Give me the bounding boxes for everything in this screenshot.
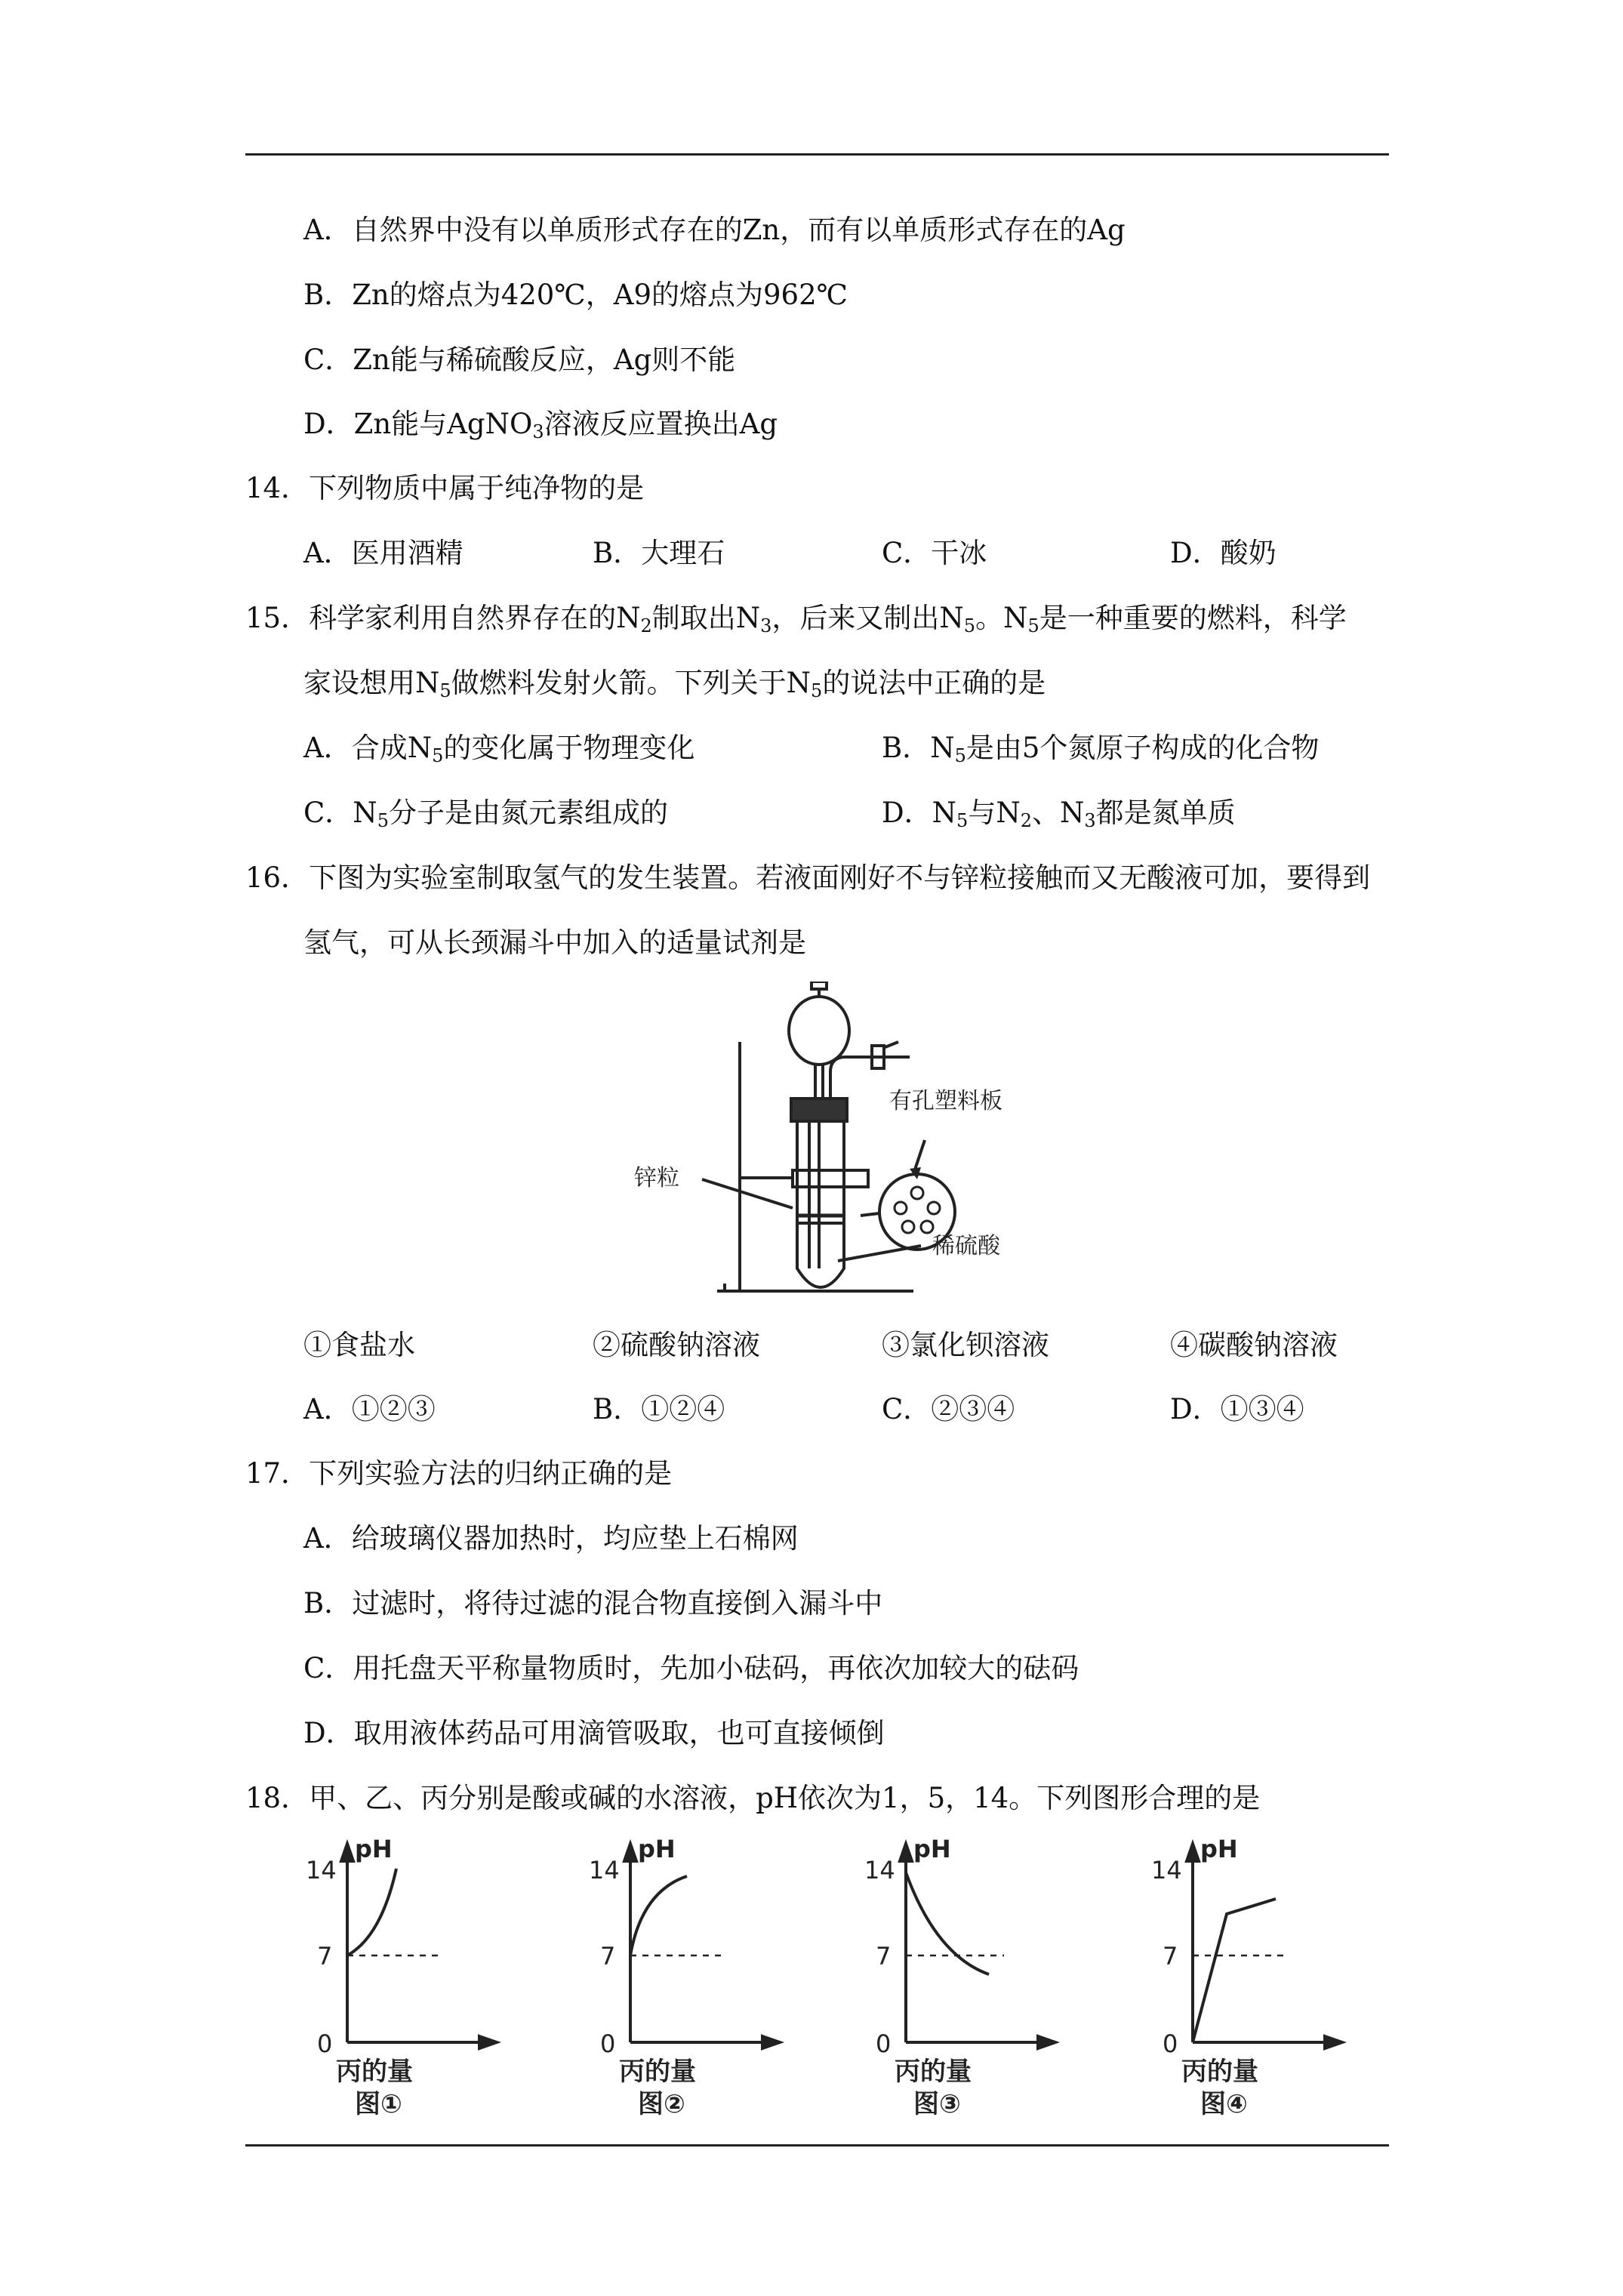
q13-option-d: D．Zn能与AgNO$_3$溶液反应置换出Ag	[303, 408, 778, 442]
ph-graph-2	[577, 1835, 819, 2122]
q16-option-c: C．②③④	[882, 1393, 1015, 1425]
q16-option-a: A．①②③	[303, 1393, 436, 1425]
q16-reagent-1: ①食盐水	[303, 1329, 415, 1361]
caption: 图④	[1200, 2089, 1248, 2119]
q17-option-d: D．取用液体药品可用滴管吸取，也可直接倾倒	[303, 1717, 885, 1749]
q16-option-d: D．①③④	[1170, 1393, 1304, 1425]
tick-0: 0	[600, 2029, 616, 2058]
q17-option-b: B．过滤时，将待过滤的混合物直接倒入漏斗中	[303, 1587, 883, 1620]
q15-option-c: C．$N_5$分子是由氮元素组成的	[303, 797, 668, 831]
q17-option-c: C．用托盘天平称量物质时，先加小砝码，再依次加较大的砝码	[303, 1652, 1079, 1684]
tick-7: 7	[317, 1942, 333, 1971]
q13-option-b: B．Zn的熔点为420℃，A9的熔点为962℃	[303, 279, 848, 311]
ylabel: pH	[355, 1835, 393, 1863]
ylabel: pH	[913, 1835, 951, 1863]
q16-stem-line1: 16．下图为实验室制取氢气的发生装置。若液面刚好不与锌粒接触而又无酸液可加，要得到	[245, 861, 1371, 894]
q14-option-a: A．医用酒精	[303, 537, 463, 569]
tick-0: 0	[317, 2029, 333, 2058]
label-dilute-sulfuric-acid: 稀硫酸	[932, 1233, 1000, 1259]
q13-option-a: A．自然界中没有以单质形式存在的Zn，而有以单质形式存在的Ag	[303, 214, 1126, 246]
q15-option-b: B．$N_5$是由5个氮原子构成的化合物	[882, 732, 1320, 766]
q16-reagent-2: ②硫酸钠溶液	[593, 1329, 760, 1361]
xlabel: 丙的量	[619, 2057, 696, 2087]
tick-7: 7	[1163, 1942, 1178, 1971]
header-rule	[245, 153, 1389, 156]
xlabel: 丙的量	[1181, 2057, 1258, 2087]
q18-stem: 18．甲、乙、丙分别是酸或碱的水溶液，pH依次为1，5，14。下列图形合理的是	[245, 1782, 1261, 1814]
xlabel: 丙的量	[895, 2057, 972, 2087]
tick-14: 14	[306, 1856, 337, 1885]
q16-option-b: B．①②④	[593, 1393, 725, 1425]
q16-reagent-3: ③氯化钡溶液	[882, 1329, 1049, 1361]
ylabel: pH	[638, 1835, 676, 1863]
q14-option-d: D．酸奶	[1170, 537, 1277, 569]
tick-7: 7	[876, 1942, 892, 1971]
ph-graph-1	[294, 1835, 536, 2122]
caption: 图①	[355, 2089, 402, 2119]
tick-14: 14	[1151, 1856, 1182, 1885]
tick-14: 14	[864, 1856, 895, 1885]
tick-14: 14	[589, 1856, 620, 1885]
q13-option-c: C．Zn能与稀硫酸反应，Ag则不能	[303, 344, 736, 376]
hydrogen-apparatus-figure	[611, 982, 1034, 1306]
ph-graph-3	[853, 1835, 1095, 2122]
q14-stem: 14．下列物质中属于纯净物的是	[245, 472, 645, 504]
footer-rule	[245, 2144, 1389, 2147]
q15-option-d: D．$N_5$与$N_2$、$N_3$都是氮单质	[882, 797, 1236, 831]
q15-stem-line2: 家设想用$N_5$做燃料发射火箭。下列关于$N_5$的说法中正确的是	[303, 667, 1046, 701]
q17-stem: 17．下列实验方法的归纳正确的是	[245, 1457, 673, 1490]
ph-graph-4	[1140, 1835, 1381, 2122]
q17-option-a: A．给玻璃仪器加热时，均应垫上石棉网	[303, 1522, 799, 1555]
tick-0: 0	[1163, 2029, 1178, 2058]
xlabel: 丙的量	[336, 2057, 413, 2087]
q14-option-b: B．大理石	[593, 537, 725, 569]
ylabel: pH	[1200, 1835, 1238, 1863]
q15-option-a: A．合成$N_5$的变化属于物理变化	[303, 732, 695, 766]
q16-reagent-4: ④碳酸钠溶液	[1170, 1329, 1338, 1361]
caption: 图③	[913, 2089, 961, 2119]
q14-option-c: C．干冰	[882, 537, 987, 569]
tick-7: 7	[600, 1942, 616, 1971]
caption: 图②	[638, 2089, 685, 2119]
label-zinc: 锌粒	[634, 1165, 679, 1191]
q16-stem-line2: 氢气，可从长颈漏斗中加入的适量试剂是	[303, 926, 806, 959]
tick-0: 0	[876, 2029, 892, 2058]
label-perforated-plate: 有孔塑料板	[889, 1088, 1002, 1114]
q15-stem-line1: 15．科学家利用自然界存在的$N_2$制取出$N_3$，后来又制出$N_5$。$N_5$是一种重要的燃料，科学	[245, 602, 1347, 636]
